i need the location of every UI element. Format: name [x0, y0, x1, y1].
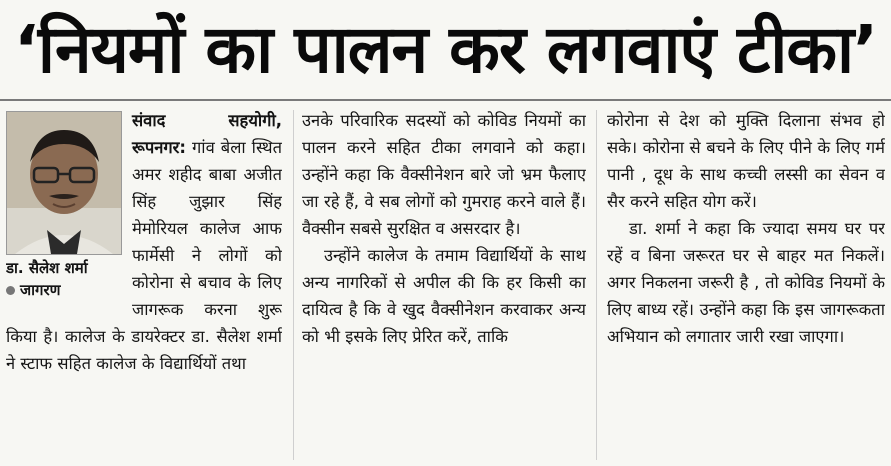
headline-rule [0, 99, 891, 101]
headline: ‘नियमों का पालन कर लगवाएं टीका’ [13, 11, 878, 88]
article-column-3 [607, 107, 885, 463]
portrait-photo [6, 111, 122, 255]
photo-block [6, 111, 124, 301]
column-3-paragraph-2: डा. शर्मा ने कहा कि ज्यादा समय घर पर रहें व बिना जरूरत घर से बाहर मत निकलें। अगर निकलना जरूरी है , तो कोविड नियमों के लिए बाध्य रहें। उन्होंने कहा कि इस जागरूकता अभियान को लगातार जारी रखा जाएगा। [607, 219, 885, 346]
column-2-paragraph-1: उनके परिवारिक सदस्यों को कोविड नियमों का पालन करने सहित टीका लगवाने को कहा। उन्होंने कहा कि वैक्सीनेशन बारे जो भ्रम फैलाए जा रहे हैं, वे सब लोगों को गुमराह करने वाले हैं। वैक्सीन सबसे सुरक्षित व असरदार है। [302, 111, 586, 238]
photo-credit-label: जागरण [20, 281, 61, 299]
photo-caption: डा. सैलेश शर्मा [6, 259, 88, 277]
photo-credit [6, 279, 124, 301]
column-divider [293, 110, 294, 460]
column-3-paragraph-1: कोरोना से देश को मुक्ति दिलाना संभव हो सके। कोरोना से बचने के लिए पीने के लिए गर्म पानी , दूध के साथ कच्ची लस्सी का सेवन व सैर करने सहित योग करें। [607, 111, 885, 211]
bullet-dot-icon [6, 286, 15, 295]
column-divider [596, 110, 597, 460]
portrait-illustration [7, 112, 121, 254]
byline: संवाद सहयोगी, रूपनगर: [132, 111, 282, 157]
article-column-1 [6, 107, 282, 463]
column-1-lead: गांव बेला स्थित अमर शहीद बाबा अजीत सिंह जुझार सिंह मेमोरियल कालेज आफ फार्मेसी ने लोगों को कोरोना से बचाव के लिए जागरूक करना शुरू किया है। कालेज के डायरेक्टर डा. सैलेश शर्मा ने स्टाफ सहित कालेज के विद्यार्थियों तथा [6, 138, 282, 373]
column-2-paragraph-2: उन्होंने कालेज के तमाम विद्यार्थियों के साथ अन्य नागरिकों से अपील की कि हर किसी का दायित्व है कि वे खुद वैक्सीनेशन करवाकर अन्य को भी इसके लिए प्रेरित करें, ताकि [302, 246, 586, 346]
article-column-2 [302, 107, 586, 463]
